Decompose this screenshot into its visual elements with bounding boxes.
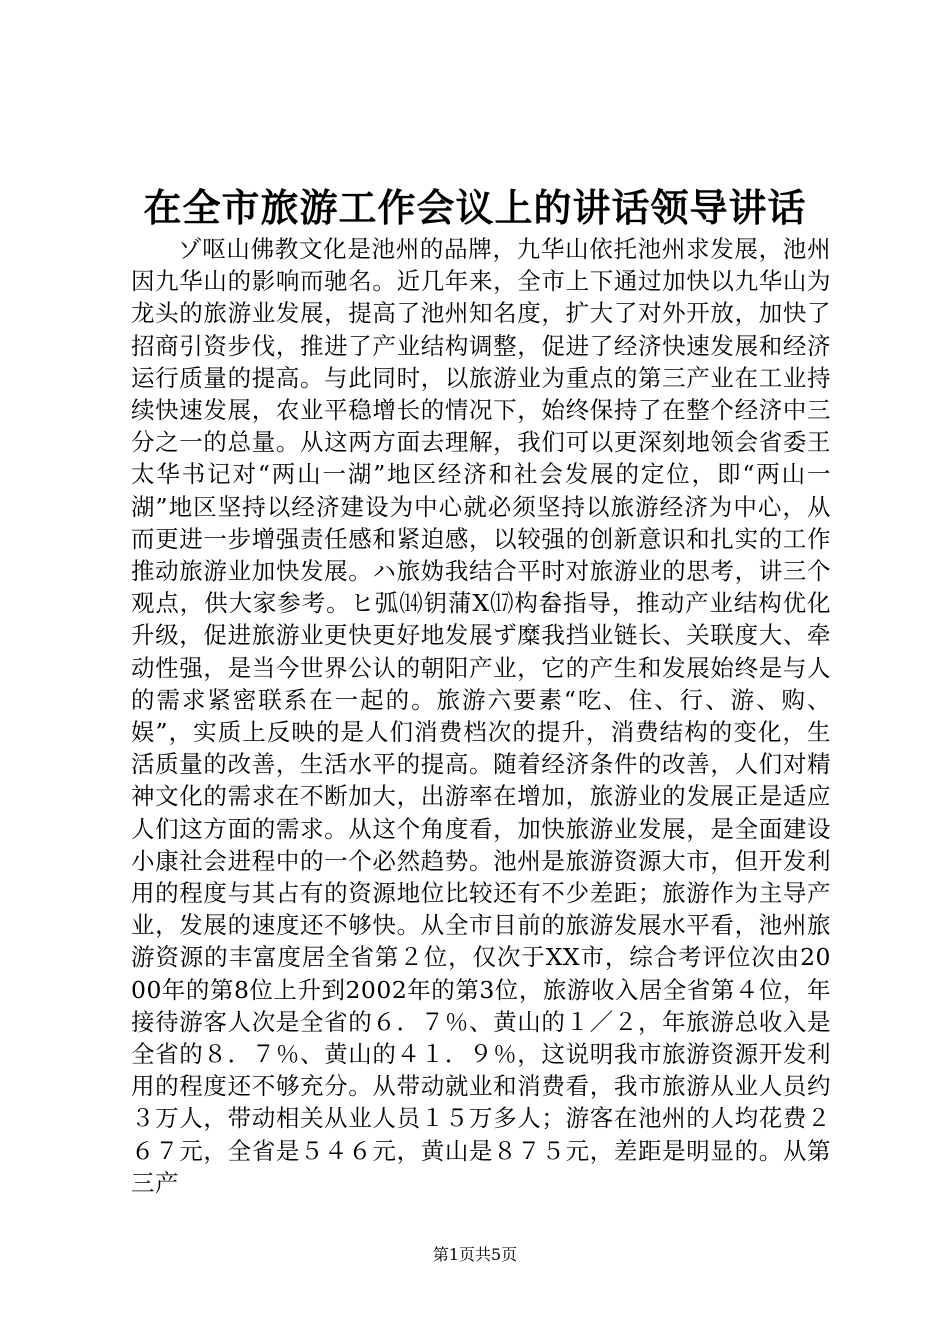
document-body: ゾ呕山佛教文化是池州的品牌，九华山依托池州求发展，池州因九华山的影响而驰名。近几年来，全市上下通过加快以九华山为龙头的旅游业发展，提高了池州知名度，扩大了对外开放，加快了招商引资步伐，推进了产业结构调整，促进了经济快速发展和经济运行质量的提高。与此同时，以旅游业为重点的第三产业在工业持续快速发展，农业平稳增长的情况下，始终保持了在整个经济中三分之一的总量。从这两方面去理解，我们可以更深刻地领会省委王太华书记对“两山一湖”地区经济和社会发展的定位，即“两山一湖”地区坚持以经济建设为中心就必须坚持以旅游经济为中心，从而更进一步增强责任感和紧迫感，以较强的创新意识和扎实的工作推动旅游业加快发展。ハ旅妫我结合平时对旅游业的思考，讲三个观点，供大家参考。ヒ弧⒁钥蒲Ⅹ⒄构畚指导，推动产业结构优化升级，促进旅游业更快更好地发展ず糜我挡业链长、关联度大、牵动性强，是当今世界公认的朝阳产业，它的产生和发展始终是与人的需求紧密联系在一起的。旅游六要素“吃、住、行、游、购、娱”，实质上反映的是人们消费档次的提升，消费结构的变化，生活质量的改善，生活水平的提高。随着经济条件的改善，人们对精神文化的需求在不断加大，出游率在增加，旅游业的发展正是适应人们这方面的需求。从这个角度看，加快旅游业发展，是全面建设小康社会进程中的一个必然趋势。池州是旅游资源大市，但开发利用的程度与其占有的资源地位比较还有不少差距；旅游作为主导产业，发展的速度还不够快。从全市目前的旅游发展水平看，池州旅游资源的丰富度居全省第２位，仅次于XX市，综合考评位次由2000年的第8位上升到2002年的第3位，旅游收入居全省第４位，年接待游客人次是全省的６．７％、黄山的１／２，年旅游总收入是全省的８．７％、黄山的４１．９％，这说明我市旅游资源开发利用的程度还不够充分。从带动就业和消费看，我市旅游从业人员约３万人，带动相关从业人员１５万多人；游客在池州的人均花费２６７元，全省是５４６元，黄山是８７５元，差距是明显的。从第三产 bbox=[131, 235, 831, 1197]
document-title: 在全市旅游工作会议上的讲话领导讲话 bbox=[143, 185, 807, 230]
page-number: 第1页 bbox=[432, 1245, 475, 1264]
page-footer bbox=[0, 1244, 950, 1266]
page-total: 共5页 bbox=[475, 1245, 518, 1264]
